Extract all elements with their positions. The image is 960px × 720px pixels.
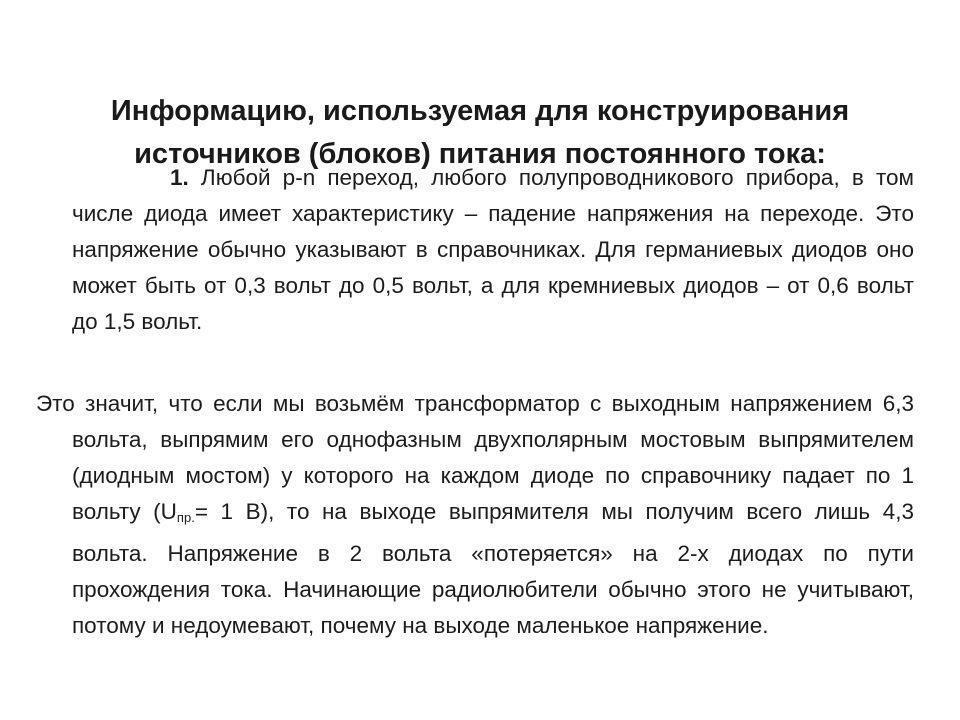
paragraph-2-text-start: Это значит, что если мы возьмём трансформатор с выходным напряжением 6,3 вольта, выпрямим его однофазным двухполярным мостовым выпрямителем (диодным мостом) у которого на каждом диоде по справочнику падает по 1 вольту (U <box>36 391 914 524</box>
paragraph-2-text-end: = 1 В), то на выходе выпрямителя мы получим всего лишь 4,3 вольта. Напряжение в 2 вольта «потеряется» на 2-х диодах по пути прохождения тока. Начинающие радиолюбители обычно этого не учитывают, потому и недоумевают, почему на выходе маленькое напряжение. <box>72 499 914 638</box>
voltage-subscript: пр. <box>176 510 195 525</box>
list-item-text: Любой p-n переход, любого полупроводникового прибора, в том числе диода имеет характеристику – падение напряжения на переходе. Это напряжение обычно указывают в справочниках. Для германиевых диодов оно может быть от 0,3 вольт до 0,5 вольт, а для кремниевых диодов – от 0,6 вольт до 1,5 вольт. <box>72 165 914 334</box>
list-item-1 <box>72 160 914 340</box>
paragraph-2 <box>36 386 914 644</box>
list-item-number: 1. <box>170 165 189 190</box>
slide-title: Информацию, используемая для конструирования источников (блоков) питания постоянного тока: <box>110 95 850 170</box>
